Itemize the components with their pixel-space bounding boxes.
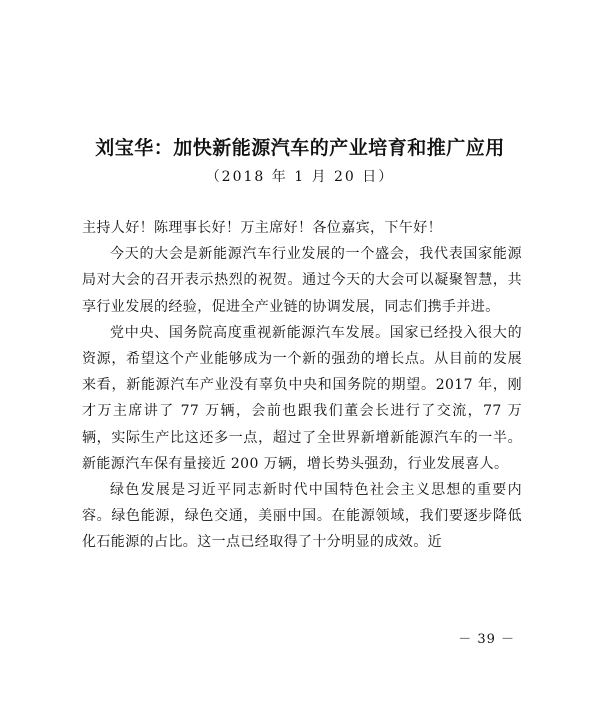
body-paragraph: 绿色发展是习近平同志新时代中国特色社会主义思想的重要内容。绿色能源，绿色交通，美丽中国。在能源领域，我们要逐步降低化石能源的占比。这一点已经取得了十分明显的成效。近 <box>82 482 522 551</box>
body-paragraph: 党中央、国务院高度重视新能源汽车发展。国家已经投入很大的资源，希望这个产业能够成为一个新的强劲的增长点。从目前的发展来看，新能源汽车产业没有辜负中央和国务院的期望。2017 年，刚才万主席讲了 77 万辆，会前也跟我们董会长进行了交流，77 万辆，实际生产比这还多一点，超过了全世界新增新能源汽车的一半。新能源汽车保有量接近 200 万辆，增长势头强劲，行业发展喜人。 <box>82 324 522 472</box>
greeting-paragraph: 主持人好！陈理事长好！万主席好！各位嘉宾，下午好！ <box>82 220 442 236</box>
page-number: － 39 － <box>458 632 515 647</box>
article-body <box>82 215 522 556</box>
body-paragraph: 今天的大会是新能源汽车行业发展的一个盛会，我代表国家能源局对大会的召开表示热烈的祝贺。通过今天的大会可以凝聚智慧，共享行业发展的经验，促进全产业链的协调发展，同志们携手并进。 <box>82 246 522 315</box>
article-date: （2018 年 1 月 20 日） <box>205 169 395 185</box>
article-title: 刘宝华：加快新能源汽车的产业培育和推广应用 <box>95 137 505 159</box>
